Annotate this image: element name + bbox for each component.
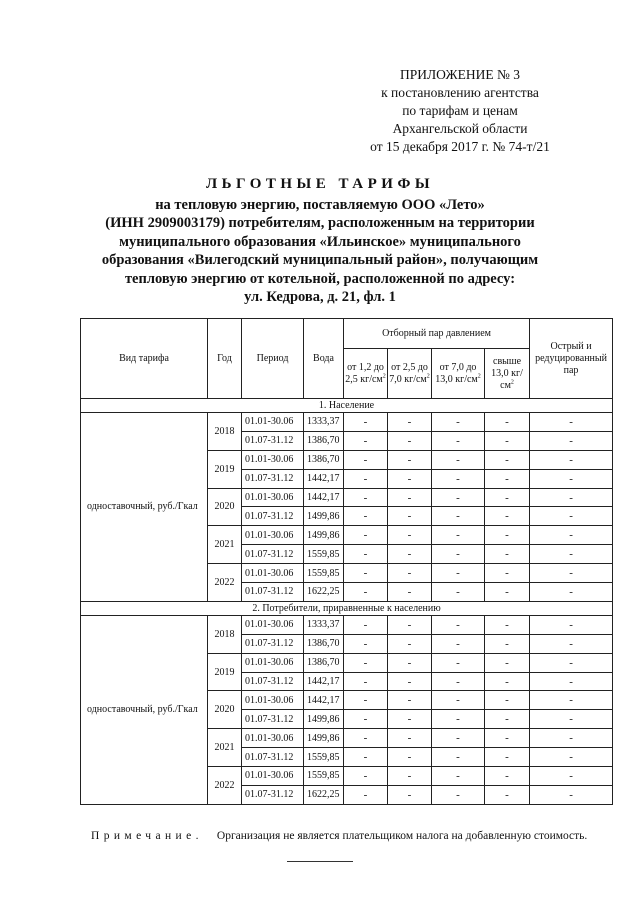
period-cell: 01.01-30.06 [242, 488, 304, 507]
steam-tariff-cell: - [485, 450, 530, 469]
section-row [81, 601, 613, 615]
period-cell: 01.07-31.12 [242, 785, 304, 804]
steam-tariff-cell: - [432, 564, 485, 583]
steam-tariff-cell: - [388, 748, 432, 767]
steam-tariff-cell: - [388, 583, 432, 602]
steam-tariff-cell: - [432, 507, 485, 526]
year-cell: 2022 [208, 564, 242, 602]
steam-tariff-cell: - [388, 564, 432, 583]
acute-steam-tariff-cell: - [530, 507, 613, 526]
steam-tariff-cell: - [485, 545, 530, 564]
steam-tariff-cell: - [432, 413, 485, 432]
water-tariff-cell: 1559,85 [304, 564, 344, 583]
header-pressure-1-text: от 1,2 до 2,5 кг/см [345, 361, 384, 385]
water-tariff-cell: 1442,17 [304, 672, 344, 691]
steam-tariff-cell: - [485, 710, 530, 729]
steam-tariff-cell: - [344, 583, 388, 602]
header-pressure-4 [485, 349, 530, 399]
steam-tariff-cell: - [344, 653, 388, 672]
steam-tariff-cell: - [388, 450, 432, 469]
period-cell: 01.07-31.12 [242, 507, 304, 526]
footnote [91, 830, 587, 842]
year-cell: 2019 [208, 450, 242, 488]
year-cell: 2018 [208, 615, 242, 653]
steam-tariff-cell: - [344, 615, 388, 634]
steam-tariff-cell: - [432, 767, 485, 786]
steam-tariff-cell: - [485, 785, 530, 804]
steam-tariff-cell: - [388, 431, 432, 450]
heading-line-3: муниципального образования «Ильинское» муниципального [119, 233, 521, 250]
period-cell: 01.01-30.06 [242, 450, 304, 469]
year-cell: 2020 [208, 691, 242, 729]
steam-tariff-cell: - [388, 545, 432, 564]
steam-tariff-cell: - [344, 634, 388, 653]
year-cell: 2021 [208, 729, 242, 767]
header-pressure-2 [388, 349, 432, 399]
steam-tariff-cell: - [344, 767, 388, 786]
period-cell: 01.07-31.12 [242, 634, 304, 653]
steam-tariff-cell: - [485, 413, 530, 432]
steam-tariff-cell: - [432, 710, 485, 729]
steam-tariff-cell: - [485, 653, 530, 672]
header-pressure-4-text: свыше 13,0 кг/см [491, 355, 523, 391]
acute-steam-tariff-cell: - [530, 691, 613, 710]
acute-steam-tariff-cell: - [530, 653, 613, 672]
steam-tariff-cell: - [485, 564, 530, 583]
tariff-type-cell: одноставочный, руб./Гкал [81, 615, 208, 804]
header-pressure-1 [344, 349, 388, 399]
steam-tariff-cell: - [485, 526, 530, 545]
acute-steam-tariff-cell: - [530, 672, 613, 691]
water-tariff-cell: 1559,85 [304, 767, 344, 786]
acute-steam-tariff-cell: - [530, 767, 613, 786]
section-title: 1. Население [81, 399, 613, 413]
header-period: Период [242, 319, 304, 399]
steam-tariff-cell: - [485, 507, 530, 526]
water-tariff-cell: 1499,86 [304, 710, 344, 729]
steam-tariff-cell: - [432, 583, 485, 602]
acute-steam-tariff-cell: - [530, 469, 613, 488]
water-tariff-cell: 1386,70 [304, 634, 344, 653]
acute-steam-tariff-cell: - [530, 413, 613, 432]
heading-line-1: на тепловую энергию, поставляемую ООО «Лето» [155, 196, 485, 213]
steam-tariff-cell: - [432, 748, 485, 767]
period-cell: 01.07-31.12 [242, 431, 304, 450]
steam-tariff-cell: - [432, 634, 485, 653]
period-cell: 01.01-30.06 [242, 767, 304, 786]
section-title: 2. Потребители, приравненные к населению [81, 601, 613, 615]
header-pressure-3-text: от 7,0 до 13,0 кг/см [435, 361, 478, 385]
year-cell: 2020 [208, 488, 242, 526]
steam-tariff-cell: - [388, 785, 432, 804]
steam-tariff-cell: - [344, 564, 388, 583]
water-tariff-cell: 1499,86 [304, 729, 344, 748]
year-cell: 2019 [208, 653, 242, 691]
year-cell: 2018 [208, 413, 242, 451]
steam-tariff-cell: - [485, 691, 530, 710]
water-tariff-cell: 1442,17 [304, 469, 344, 488]
header-pressure-1-exp: 2 [382, 373, 386, 380]
steam-tariff-cell: - [344, 691, 388, 710]
acute-steam-tariff-cell: - [530, 431, 613, 450]
water-tariff-cell: 1499,86 [304, 507, 344, 526]
appendix-line-2: к постановлению агентства [381, 85, 539, 100]
steam-tariff-cell: - [388, 615, 432, 634]
water-tariff-cell: 1622,25 [304, 785, 344, 804]
steam-tariff-cell: - [485, 748, 530, 767]
water-tariff-cell: 1386,70 [304, 450, 344, 469]
period-cell: 01.01-30.06 [242, 564, 304, 583]
steam-tariff-cell: - [344, 748, 388, 767]
steam-tariff-cell: - [388, 767, 432, 786]
year-cell: 2021 [208, 526, 242, 564]
water-tariff-cell: 1499,86 [304, 526, 344, 545]
steam-tariff-cell: - [388, 729, 432, 748]
steam-tariff-cell: - [344, 785, 388, 804]
steam-tariff-cell: - [432, 615, 485, 634]
document-title: ЛЬГОТНЫЕ ТАРИФЫ [205, 176, 435, 192]
period-cell: 01.01-30.06 [242, 729, 304, 748]
acute-steam-tariff-cell: - [530, 545, 613, 564]
acute-steam-tariff-cell: - [530, 564, 613, 583]
period-cell: 01.07-31.12 [242, 710, 304, 729]
water-tariff-cell: 1622,25 [304, 583, 344, 602]
steam-tariff-cell: - [485, 767, 530, 786]
steam-tariff-cell: - [432, 526, 485, 545]
period-cell: 01.07-31.12 [242, 583, 304, 602]
appendix-date: от 15 декабря 2017 г. № 74-т/21 [370, 139, 550, 154]
steam-tariff-cell: - [485, 634, 530, 653]
heading-line-2: (ИНН 2909003179) потребителям, расположенным на территории [105, 215, 535, 231]
steam-tariff-cell: - [344, 710, 388, 729]
footnote-label: Примечание. [91, 830, 203, 842]
period-cell: 01.01-30.06 [242, 653, 304, 672]
steam-tariff-cell: - [485, 583, 530, 602]
steam-tariff-cell: - [388, 710, 432, 729]
header-pressure-4-exp: 2 [510, 379, 514, 386]
steam-tariff-cell: - [388, 672, 432, 691]
appendix-block [340, 66, 580, 156]
table-row [81, 615, 613, 634]
tariff-table-body [81, 399, 613, 805]
header-year: Год [208, 319, 242, 399]
period-cell: 01.01-30.06 [242, 615, 304, 634]
section-row [81, 399, 613, 413]
water-tariff-cell: 1333,37 [304, 615, 344, 634]
water-tariff-cell: 1386,70 [304, 653, 344, 672]
period-cell: 01.07-31.12 [242, 545, 304, 564]
steam-tariff-cell: - [344, 729, 388, 748]
steam-tariff-cell: - [432, 431, 485, 450]
tariff-type-cell: одноставочный, руб./Гкал [81, 413, 208, 602]
steam-tariff-cell: - [485, 729, 530, 748]
appendix-line-3: по тарифам и ценам [402, 103, 518, 118]
year-cell: 2022 [208, 767, 242, 805]
acute-steam-tariff-cell: - [530, 729, 613, 748]
water-tariff-cell: 1442,17 [304, 691, 344, 710]
header-pressure-3-exp: 2 [477, 373, 481, 380]
steam-tariff-cell: - [344, 545, 388, 564]
steam-tariff-cell: - [432, 469, 485, 488]
acute-steam-tariff-cell: - [530, 785, 613, 804]
period-cell: 01.07-31.12 [242, 672, 304, 691]
period-cell: 01.01-30.06 [242, 413, 304, 432]
steam-tariff-cell: - [388, 469, 432, 488]
steam-tariff-cell: - [388, 634, 432, 653]
acute-steam-tariff-cell: - [530, 710, 613, 729]
steam-tariff-cell: - [388, 653, 432, 672]
period-cell: 01.07-31.12 [242, 469, 304, 488]
steam-tariff-cell: - [388, 691, 432, 710]
header-pressure-2-text: от 2,5 до 7,0 кг/см [389, 361, 428, 385]
water-tariff-cell: 1559,85 [304, 545, 344, 564]
steam-tariff-cell: - [485, 488, 530, 507]
steam-tariff-cell: - [432, 488, 485, 507]
heading-line-4: образования «Вилегодский муниципальный район», получающим [101, 252, 539, 268]
period-cell: 01.07-31.12 [242, 748, 304, 767]
steam-tariff-cell: - [485, 672, 530, 691]
period-cell: 01.01-30.06 [242, 526, 304, 545]
acute-steam-tariff-cell: - [530, 634, 613, 653]
steam-tariff-cell: - [344, 526, 388, 545]
table-row [81, 413, 613, 432]
steam-tariff-cell: - [388, 507, 432, 526]
steam-tariff-cell: - [344, 507, 388, 526]
header-pressure-3 [432, 349, 485, 399]
steam-tariff-cell: - [432, 545, 485, 564]
acute-steam-tariff-cell: - [530, 488, 613, 507]
steam-tariff-cell: - [388, 526, 432, 545]
acute-steam-tariff-cell: - [530, 583, 613, 602]
closing-rule [287, 861, 353, 862]
appendix-line-4: Архангельской области [392, 121, 528, 136]
steam-tariff-cell: - [432, 672, 485, 691]
water-tariff-cell: 1442,17 [304, 488, 344, 507]
steam-tariff-cell: - [432, 729, 485, 748]
header-acute-steam: Острый и редуцированный пар [530, 319, 613, 399]
acute-steam-tariff-cell: - [530, 748, 613, 767]
header-steam: Отборный пар давлением [344, 319, 530, 349]
steam-tariff-cell: - [344, 672, 388, 691]
steam-tariff-cell: - [432, 785, 485, 804]
heading-line-6: ул. Кедрова, д. 21, фл. 1 [244, 289, 396, 305]
steam-tariff-cell: - [485, 615, 530, 634]
header-tariff-type: Вид тарифа [81, 319, 208, 399]
tariff-table [80, 318, 613, 805]
header-pressure-2-exp: 2 [426, 373, 430, 380]
heading-line-5: тепловую энергию от котельной, расположенной по адресу: [124, 270, 516, 287]
acute-steam-tariff-cell: - [530, 615, 613, 634]
appendix-number: ПРИЛОЖЕНИЕ № 3 [399, 67, 521, 82]
acute-steam-tariff-cell: - [530, 450, 613, 469]
steam-tariff-cell: - [344, 469, 388, 488]
steam-tariff-cell: - [344, 431, 388, 450]
steam-tariff-cell: - [388, 488, 432, 507]
steam-tariff-cell: - [432, 653, 485, 672]
steam-tariff-cell: - [485, 469, 530, 488]
steam-tariff-cell: - [388, 413, 432, 432]
steam-tariff-cell: - [344, 488, 388, 507]
water-tariff-cell: 1333,37 [304, 413, 344, 432]
water-tariff-cell: 1386,70 [304, 431, 344, 450]
water-tariff-cell: 1559,85 [304, 748, 344, 767]
steam-tariff-cell: - [432, 450, 485, 469]
period-cell: 01.01-30.06 [242, 691, 304, 710]
document-heading [40, 175, 600, 307]
acute-steam-tariff-cell: - [530, 526, 613, 545]
steam-tariff-cell: - [344, 450, 388, 469]
footnote-text: Организация не является плательщиком налога на добавленную стоимость. [216, 830, 588, 842]
steam-tariff-cell: - [432, 691, 485, 710]
steam-tariff-cell: - [485, 431, 530, 450]
steam-tariff-cell: - [344, 413, 388, 432]
header-water: Вода [304, 319, 344, 399]
